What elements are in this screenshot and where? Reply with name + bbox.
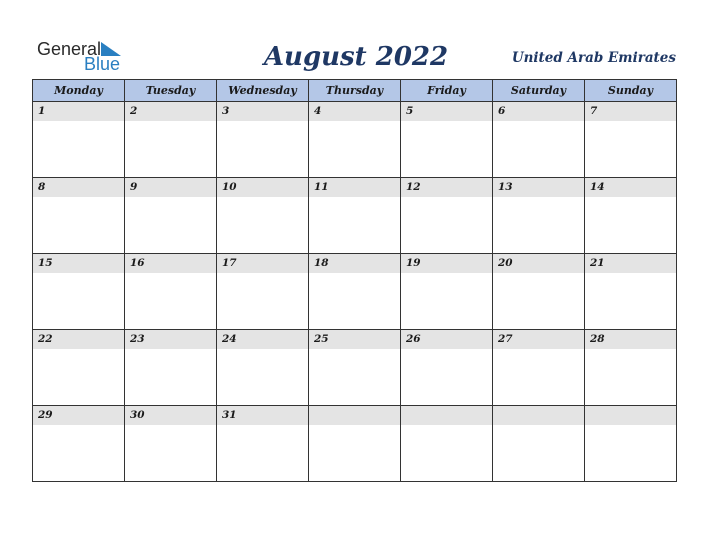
- country-name: United Arab Emirates: [511, 50, 676, 66]
- weekday-header: Thursday: [309, 80, 401, 102]
- day-number: 11: [309, 178, 400, 197]
- day-cell: [401, 102, 493, 178]
- day-cell: [217, 406, 309, 482]
- day-number: 18: [309, 254, 400, 273]
- day-cell: [309, 102, 401, 178]
- day-cell: [125, 102, 217, 178]
- weekday-header-row: [33, 80, 677, 102]
- day-cell: [309, 178, 401, 254]
- day-number: 15: [33, 254, 124, 273]
- day-cell: [125, 330, 217, 406]
- weekday-header: Sunday: [585, 80, 677, 102]
- week-row: [33, 102, 677, 178]
- day-number: 19: [401, 254, 492, 273]
- day-number: 1: [33, 102, 124, 121]
- day-number: 28: [585, 330, 676, 349]
- day-cell: [33, 406, 125, 482]
- day-number: 17: [217, 254, 308, 273]
- day-cell: [309, 406, 401, 482]
- day-cell: [309, 254, 401, 330]
- day-number: 10: [217, 178, 308, 197]
- day-cell: [493, 178, 585, 254]
- day-cell: [125, 254, 217, 330]
- day-cell: [493, 102, 585, 178]
- day-number: 9: [125, 178, 216, 197]
- day-number: 29: [33, 406, 124, 425]
- day-number: 3: [217, 102, 308, 121]
- day-number: 22: [33, 330, 124, 349]
- day-cell: [585, 406, 677, 482]
- logo-text-general: General: [37, 39, 102, 59]
- day-number: 14: [585, 178, 676, 197]
- day-cell: [217, 254, 309, 330]
- day-cell: [309, 330, 401, 406]
- day-cell: [33, 102, 125, 178]
- day-number: 31: [217, 406, 308, 425]
- day-cell: [217, 102, 309, 178]
- week-row: [33, 178, 677, 254]
- day-cell: [585, 102, 677, 178]
- day-number: 13: [493, 178, 584, 197]
- day-cell: [401, 254, 493, 330]
- day-number: 6: [493, 102, 584, 121]
- logo-text-blue: Blue: [84, 54, 121, 74]
- day-cell: [33, 178, 125, 254]
- day-number: [309, 406, 400, 425]
- day-number: 24: [217, 330, 308, 349]
- day-cell: [493, 254, 585, 330]
- generalblue-logo: [37, 40, 137, 74]
- weekday-header: Saturday: [493, 80, 585, 102]
- weekday-header: Friday: [401, 80, 493, 102]
- day-number: 12: [401, 178, 492, 197]
- day-number: 25: [309, 330, 400, 349]
- day-cell: [125, 406, 217, 482]
- day-cell: [217, 330, 309, 406]
- day-cell: [493, 406, 585, 482]
- day-cell: [401, 406, 493, 482]
- day-number: 16: [125, 254, 216, 273]
- day-cell: [585, 254, 677, 330]
- day-number: 2: [125, 102, 216, 121]
- day-number: 30: [125, 406, 216, 425]
- week-row: [33, 330, 677, 406]
- day-cell: [125, 178, 217, 254]
- day-number: [493, 406, 584, 425]
- week-row: [33, 406, 677, 482]
- day-number: 27: [493, 330, 584, 349]
- day-number: 4: [309, 102, 400, 121]
- day-number: 7: [585, 102, 676, 121]
- day-cell: [33, 330, 125, 406]
- day-cell: [401, 330, 493, 406]
- day-number: 23: [125, 330, 216, 349]
- day-number: 20: [493, 254, 584, 273]
- calendar-grid: [32, 79, 677, 482]
- day-cell: [585, 178, 677, 254]
- day-number: 21: [585, 254, 676, 273]
- day-cell: [217, 178, 309, 254]
- day-number: [585, 406, 676, 425]
- day-cell: [493, 330, 585, 406]
- day-cell: [585, 330, 677, 406]
- weekday-header: Tuesday: [125, 80, 217, 102]
- day-number: 5: [401, 102, 492, 121]
- calendar-title: August 2022: [263, 42, 449, 72]
- weekday-header: Wednesday: [217, 80, 309, 102]
- week-row: [33, 254, 677, 330]
- day-cell: [401, 178, 493, 254]
- day-number: 8: [33, 178, 124, 197]
- weekday-header: Monday: [33, 80, 125, 102]
- day-number: 26: [401, 330, 492, 349]
- day-number: [401, 406, 492, 425]
- day-cell: [33, 254, 125, 330]
